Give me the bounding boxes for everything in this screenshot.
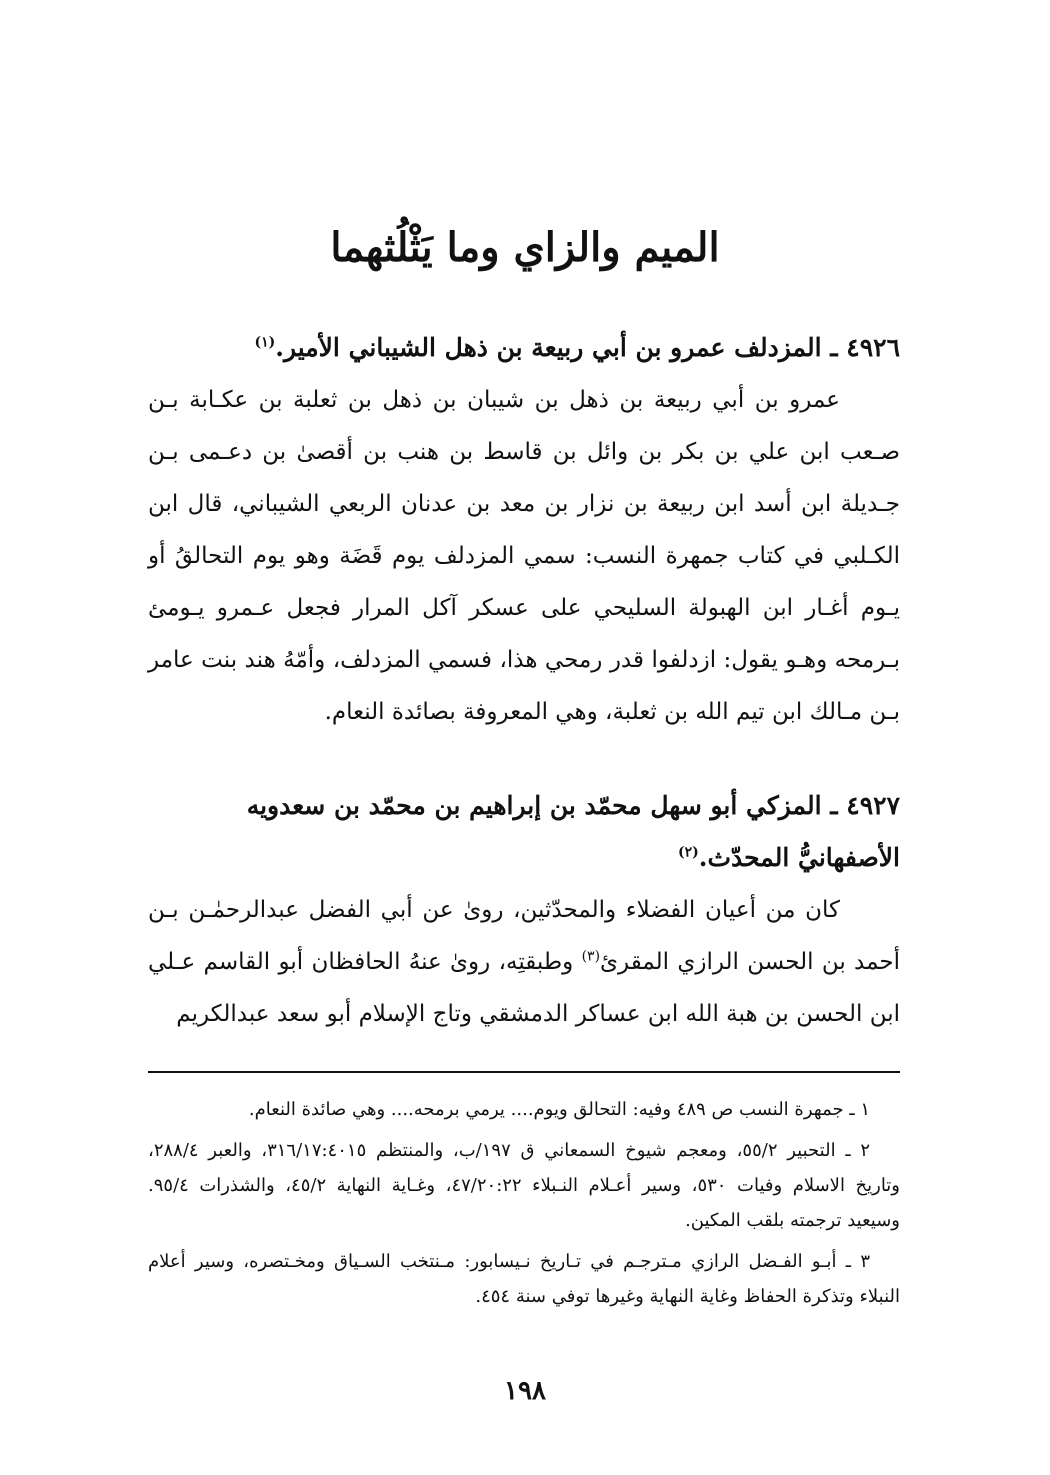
biography-entry-4926 [148, 322, 900, 738]
entry-heading-text: ٤٩٢٦ ـ المزدلف عمرو بن أبي ربيعة بن ذهل الشيباني الأمير. [275, 333, 900, 362]
footnote-2: ٢ ـ التحبير ٥٥/٢، ومعجم شيوخ السمعاني ق ١٩٧/ب، والمنتظم ٣١٦/١٧:٤٠١٥، والعبر ٢٨٨/٤، وتاريخ الاسلام وفيات ٥٣٠، وسير أعـلام النـبلاء ٤٧/٢٠:٢٢، وغـاية النهاية ٤٥/٢، والشذرات ٩٥/٤. وسيعيد ترجمته بلقب المكين. [148, 1140, 901, 1231]
entry-heading [148, 322, 900, 374]
entry-body-text: وطبقتِه، روىٰ عنهُ الحافظان أبو القاسم عـلي ابن الحسن بن هبة الله ابن عساكر الدمشقي وتاج الإسلام أبو سعد عبدالكريم [148, 949, 900, 1027]
footnote-1: ١ ـ جمهرة النسب ص ٤٨٩ وفيه: التحالق ويوم.... يرمي برمحه.... وهي صائدة النعام. [248, 1099, 870, 1120]
section-title: الميم والزاي وما يَثْلُثهما [330, 224, 720, 271]
footnotes [148, 1092, 900, 1320]
entry-body: عمرو بن أبي ربيعة بن ذهل بن شيبان بن ذهل بن ثعلبة بن عكـابة بـن صـعب ابن علي بن بكر بن وائل بن قاسط بن هنب بن أقصىٰ بن دعـمى بـن جـديلة ابن أسد ابن ربيعة بن نزار بن معد بن عدنان الربعي الشيباني، قال ابن الكـلبي في كتاب جمهرة النسب: سمي المزدلف يوم قَضَة وهو يوم التحالقُ أو يـوم أغـار ابن الهبولة السليحي على عسكر آكل المرار فجعل عـمرو يـومئ بـرمحه وهـو يقول: ازدلفوا قدر رمحي هذا، فسمي المزدلف، وأمّهُ هند بنت عامر بـن مـالك ابن تيم الله بن ثعلبة، وهي المعروفة بصائدة النعام. [148, 387, 900, 725]
footnote-3: ٣ ـ أبـو الفـضل الرازي مـترجـم في تـاريخ نـيسابور: مـنتخب السـياق ومخـتصره، وسير أعلام النبلاء وتذكرة الحفاظ وغاية النهاية وغيرها توفي سنة ٤٥٤. [148, 1251, 900, 1307]
entry-heading-text: ٤٩٢٧ ـ المزكي أبو سهل محمّد بن إبراهيم بن محمّد بن سعدويه الأصفهانيُّ المحدّث. [246, 791, 900, 872]
entry-body-text: كان من أعيان الفضلاء والمحدّثين، روىٰ عن أبي الفضل عبدالرحمٰـن بـن أحمد بن الحسن الرازي المقرئ [148, 897, 901, 975]
footnote-divider [148, 1071, 900, 1073]
entry-body [148, 884, 900, 1040]
footnote-reference: (٣) [581, 948, 601, 965]
entry-heading [148, 780, 900, 884]
page-number: ١٩٨ [504, 1376, 546, 1406]
footnote-reference: (٢) [677, 844, 699, 861]
biography-entry-4927 [148, 780, 900, 1040]
footnote-reference: (١) [254, 334, 276, 351]
